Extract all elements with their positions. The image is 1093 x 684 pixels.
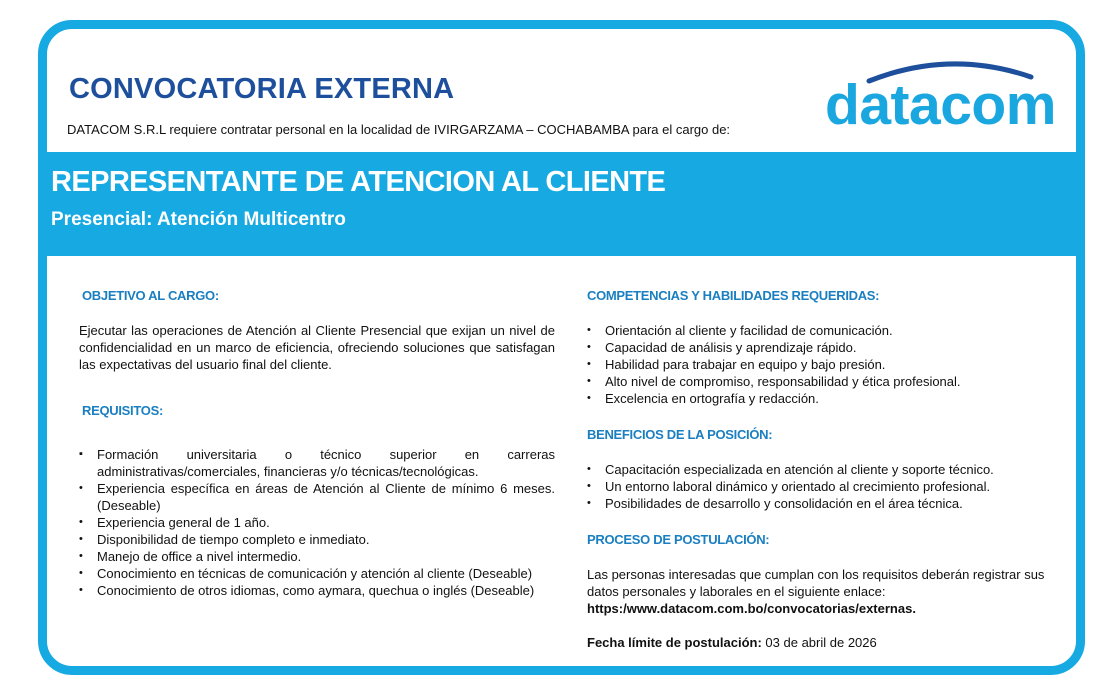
bullet-icon: • [79,567,83,579]
requirements-heading: REQUISITOS: [82,403,163,418]
bullet-icon: • [79,533,83,545]
bullet-icon: • [587,375,591,387]
list-item: ▪ Formación universitaria o técnico superior en carreras administrativas/comerciales, financieras y/o técnicas/tecnológicas. [79,447,555,479]
list-item: • Excelencia en ortografía y redacción. [587,391,819,406]
benefits-heading: BENEFICIOS DE LA POSICIÓN: [587,427,773,442]
list-item: • Experiencia específica en áreas de Atención al Cliente de mínimo 6 meses. (Deseable) [79,481,555,513]
requirements-list [79,446,555,599]
process-text: Las personas interesadas que cumplan con los requisitos deberán registrar sus datos personales y laborales en el siguiente enlace: [587,567,1045,599]
logo-text: datacom [825,73,1056,137]
bullet-icon: • [79,550,83,562]
list-item: • Un entorno laboral dinámico y orientado al crecimiento profesional. [587,479,991,494]
list-item: • Experiencia general de 1 año. [79,515,270,530]
list-item: • Conocimiento de otros idiomas, como aymara, quechua o inglés (Deseable) [79,583,535,598]
datacom-logo [825,55,1075,155]
square-bullet-icon: ▪ [79,448,83,460]
list-item: • Manejo de office a nivel intermedio. [79,549,302,564]
bullet-icon: • [587,497,591,509]
bullet-icon: • [79,584,83,596]
right-column [587,287,1047,651]
deadline-value: 03 de abril de 2026 [761,635,877,650]
objective-heading: OBJETIVO AL CARGO: [82,288,219,303]
bullet-icon: • [79,482,83,494]
application-link[interactable]: https:/www.datacom.com.bo/convocatorias/externas. [587,601,916,616]
list-item: • Disponibilidad de tiempo completo e inmediato. [79,532,370,547]
bullet-icon: • [587,463,591,475]
deadline-label: Fecha límite de postulación: [587,635,762,650]
bullet-icon: • [587,358,591,370]
position-band [47,152,1076,256]
bullet-icon: • [587,392,591,404]
process-heading: PROCESO DE POSTULACIÓN: [587,532,770,547]
position-subtitle: Presencial: Atención Multicentro [51,209,346,230]
bullet-icon: • [79,516,83,528]
objective-text: Ejecutar las operaciones de Atención al Cliente Presencial que exijan un nivel de confidencialidad en un marco de eficiencia, ofreciendo soluciones que satisfagan las expectativas del usuario final del cliente. [79,323,555,372]
flyer-frame [38,20,1085,675]
list-item: • Capacitación especializada en atención al cliente y soporte técnico. [587,462,994,477]
benefits-list [587,461,1047,512]
competencies-heading: COMPETENCIAS Y HABILIDADES REQUERIDAS: [587,288,880,303]
header-subtitle: DATACOM S.R.L requiere contratar personal en la localidad de IVIRGARZAMA – COCHABAMBA para el cargo de: [67,122,731,137]
list-item: • Capacidad de análisis y aprendizaje rápido. [587,340,857,355]
list-item: • Alto nivel de compromiso, responsabilidad y ética profesional. [587,374,961,389]
bullet-icon: • [587,480,591,492]
deadline [587,634,1047,651]
left-column [79,287,555,599]
list-item: • Orientación al cliente y facilidad de comunicación. [587,323,893,338]
bullet-icon: • [587,341,591,353]
list-item: • Posibilidades de desarrollo y consolidación en el área técnica. [587,496,963,511]
competencies-list [587,322,1047,407]
list-item: • Habilidad para trabajar en equipo y bajo presión. [587,357,886,372]
list-item: • Conocimiento en técnicas de comunicación y atención al cliente (Deseable) [79,566,533,581]
bullet-icon: • [587,324,591,336]
position-title: REPRESENTANTE DE ATENCION AL CLIENTE [51,166,666,198]
page-title: CONVOCATORIA EXTERNA [69,73,455,105]
